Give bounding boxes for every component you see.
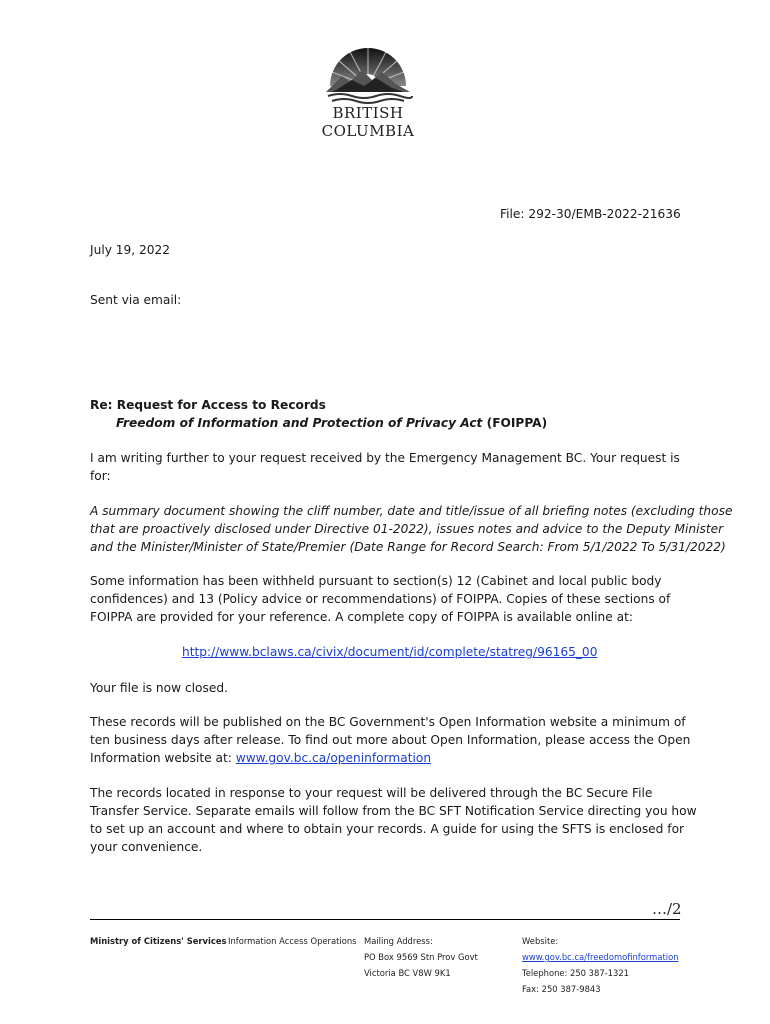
fax: Fax: 250 387-9843: [522, 984, 601, 994]
page-continuation-marker: …/2: [652, 900, 682, 918]
paragraph-request-summary: [90, 502, 733, 556]
paragraph-line: Your file is now closed.: [90, 681, 228, 695]
footer-mailing-address: [364, 933, 478, 981]
footer-operations: Information Access Operations: [228, 936, 357, 946]
foi-website-link[interactable]: www.gov.bc.ca/freedomofinformation: [522, 952, 679, 962]
file-reference: File: 292-30/EMB-2022-21636: [500, 207, 681, 221]
act-name: Freedom of Information and Protection of Privacy Act: [116, 416, 483, 430]
logo-line-british: BRITISH: [332, 104, 404, 122]
paragraph-line: confidences) and 13 (Policy advice or recommendations) of FOIPPA. Copies of these sections of: [90, 592, 671, 606]
footer-ministry: Ministry of Citizens' Services: [90, 936, 227, 946]
paragraph-line: for:: [90, 469, 111, 483]
paragraph-line: that are proactively disclosed under Directive 01-2022), issues notes and advice to the Deputy Minister: [90, 522, 724, 536]
paragraph-line: The records located in response to your request will be delivered through the BC Secure File: [90, 786, 653, 800]
paragraph-open-information: [90, 713, 691, 767]
open-info-prefix: Information website at:: [90, 751, 236, 765]
mailing-line-1: PO Box 9569 Stn Prov Govt: [364, 952, 478, 962]
foippa-link[interactable]: http://www.bclaws.ca/civix/document/id/complete/statreg/96165_00: [182, 645, 598, 659]
paragraph-line: Some information has been withheld pursuant to section(s) 12 (Cabinet and local public body: [90, 574, 662, 588]
sent-via-label: Sent via email:: [90, 293, 182, 307]
logo-line-columbia: COLUMBIA: [321, 122, 415, 140]
act-abbreviation: (FOIPPA): [482, 416, 548, 430]
paragraph-file-closed: [90, 679, 685, 697]
paragraph-records-delivery: [90, 784, 697, 856]
website-label: Website:: [522, 936, 559, 946]
subject-line: Re: Request for Access to Records: [90, 398, 326, 412]
mailing-label: Mailing Address:: [364, 936, 433, 946]
paragraph-line: FOIPPA are provided for your reference. A complete copy of FOIPPA is available online at:: [90, 610, 633, 624]
paragraph-line: Transfer Service. Separate emails will follow from the BC SFT Notification Service directing you how: [90, 804, 697, 818]
paragraph-line: ten business days after release. To find out more about Open Information, please access the Open: [90, 733, 691, 747]
paragraph-line: your convenience.: [90, 840, 203, 854]
subject-block: [90, 396, 547, 432]
foippa-link-row: [182, 643, 597, 661]
bc-government-logo: [312, 46, 424, 146]
open-information-link[interactable]: www.gov.bc.ca/openinformation: [235, 751, 432, 765]
telephone: Telephone: 250 387-1321: [522, 968, 629, 978]
subject-act-line: [90, 414, 547, 432]
paragraph-line: A summary document showing the cliff number, date and title/issue of all briefing notes (excluding those: [90, 504, 733, 518]
footer-contact: [522, 933, 679, 997]
paragraph-line: and the Minister/Minister of State/Premier (Date Range for Record Search: From 5/1/2022 To 5/31/2022): [90, 540, 726, 554]
sun-mountains-icon: [312, 46, 424, 104]
paragraph-withheld-info: [90, 572, 685, 626]
letter-date: July 19, 2022: [90, 243, 171, 257]
paragraph-request-intro: [90, 449, 685, 485]
paragraph-line: These records will be published on the BC Government's Open Information website a minimum of: [90, 715, 686, 729]
paragraph-line: I am writing further to your request received by the Emergency Management BC. Your request is: [90, 451, 680, 465]
footer-divider: [90, 919, 680, 920]
mailing-line-2: Victoria BC V8W 9K1: [364, 968, 451, 978]
paragraph-line: to set up an account and where to obtain your records. A guide for using the SFTS is enclosed for: [90, 822, 685, 836]
paragraph-line: [90, 749, 685, 767]
